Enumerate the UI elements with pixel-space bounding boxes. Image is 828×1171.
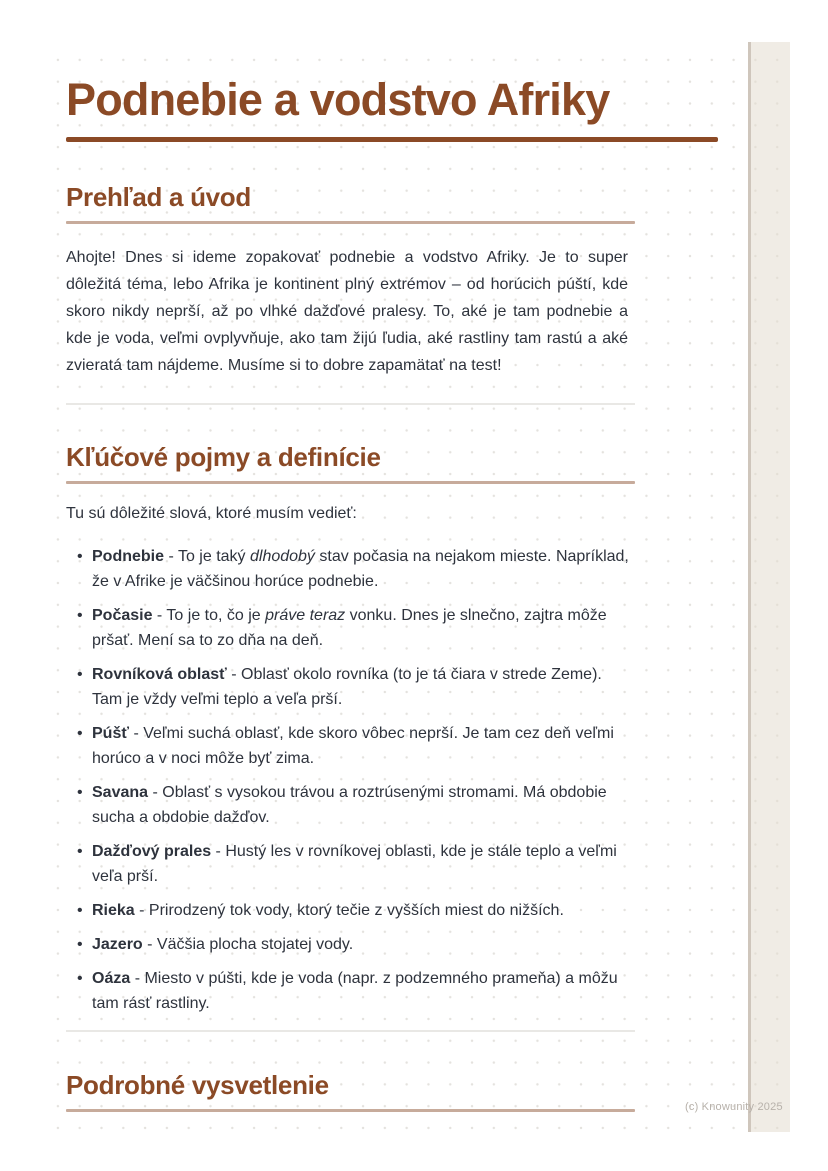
terms-intro: Tu sú dôležité slová, ktoré musím vedieť: [66,505,357,522]
term-list-item [66,662,636,712]
document-page [42,42,790,1132]
term-list-item [66,932,636,957]
term-list-item [66,966,636,1016]
heading-underline [66,1109,635,1112]
term-name: Jazero [92,936,143,953]
term-name: Podnebie [92,548,165,565]
overview-paragraph: Ahojte! Dnes si ideme zopakovať podnebie a vodstvo Afriky. Je to super dôležitá téma, lebo Afrika je kontinent plný extrémov – od horúcich púští, kde skoro nikdy neprší, až po vlhké dažďové pralesy. To, aké je tam podnebie a kde je voda, veľmi ovplyvňuje, ako tam žijú ľudia, aké rastliny tam rastú a aké zvieratá tam nájdeme. Musíme si to dobre zapamätať na test! [66,249,628,374]
term-name: Púšť [92,725,130,742]
term-name: Oáza [92,970,131,987]
term-definition-text: - To je to, čo je [152,607,266,624]
term-name: Rovníková oblasť [92,666,227,683]
title-rule [66,137,718,142]
heading-underline [66,481,635,484]
copyright-notice: (c) Knowunity 2025 [685,1101,783,1113]
term-definition-text: - Oblasť okolo rovníka (to je tá čiara v strede Zeme). Tam je vždy veľmi teplo a veľa prší. [92,666,602,708]
page-binding-stripe [748,42,790,1132]
term-definition-text: - Oblasť s vysokou trávou a roztrúsenými stromami. Má obdobie sucha a obdobie dažďov. [92,784,607,826]
term-definition-italic: dlhodobý [249,548,315,565]
page-content [66,42,636,1112]
section-divider [66,1030,635,1032]
section-heading-details: Podrobné vysvetlenie [66,1070,329,1100]
term-list-item [66,544,636,594]
term-definition-text: - Hustý les v rovníkovej oblasti, kde je stále teplo a veľmi veľa prší. [92,843,617,885]
term-definition-text: stav počasia na nejakom mieste. Napríklad, že v Afrike je väčšinou horúce podnebie. [92,548,629,590]
term-list-item [66,839,636,889]
term-name: Savana [92,784,149,801]
term-definition-text: - Veľmi suchá oblasť, kde skoro vôbec neprší. Je tam cez deň veľmi horúco a v noci môže byť zima. [92,725,614,767]
section-heading-terms: Kľúčové pojmy a definície [66,442,381,472]
term-list-item [66,721,636,771]
terms-list [66,544,636,1016]
page-title: Podnebie a vodstvo Afriky [66,74,610,125]
term-definition-text: - To je taký [164,548,250,565]
heading-underline [66,221,635,224]
term-definition-text: vonku. Dnes je slnečno, zajtra môže pršať. Mení sa to zo dňa na deň. [92,607,607,649]
term-definition-text: - Miesto v púšti, kde je voda (napr. z podzemného prameňa) a môžu tam rásť rastliny. [92,970,618,1012]
term-definition-italic: práve teraz [265,607,346,624]
term-list-item [66,780,636,830]
term-name: Rieka [92,902,135,919]
term-name: Počasie [92,607,153,624]
term-list-item [66,898,636,923]
term-list-item [66,603,636,653]
section-heading-overview: Prehľad a úvod [66,182,251,212]
section-divider [66,403,635,405]
term-name: Dažďový prales [92,843,212,860]
term-definition-text: - Väčšia plocha stojatej vody. [142,936,354,953]
term-definition-text: - Prirodzený tok vody, ktorý tečie z vyšších miest do nižších. [134,902,564,919]
